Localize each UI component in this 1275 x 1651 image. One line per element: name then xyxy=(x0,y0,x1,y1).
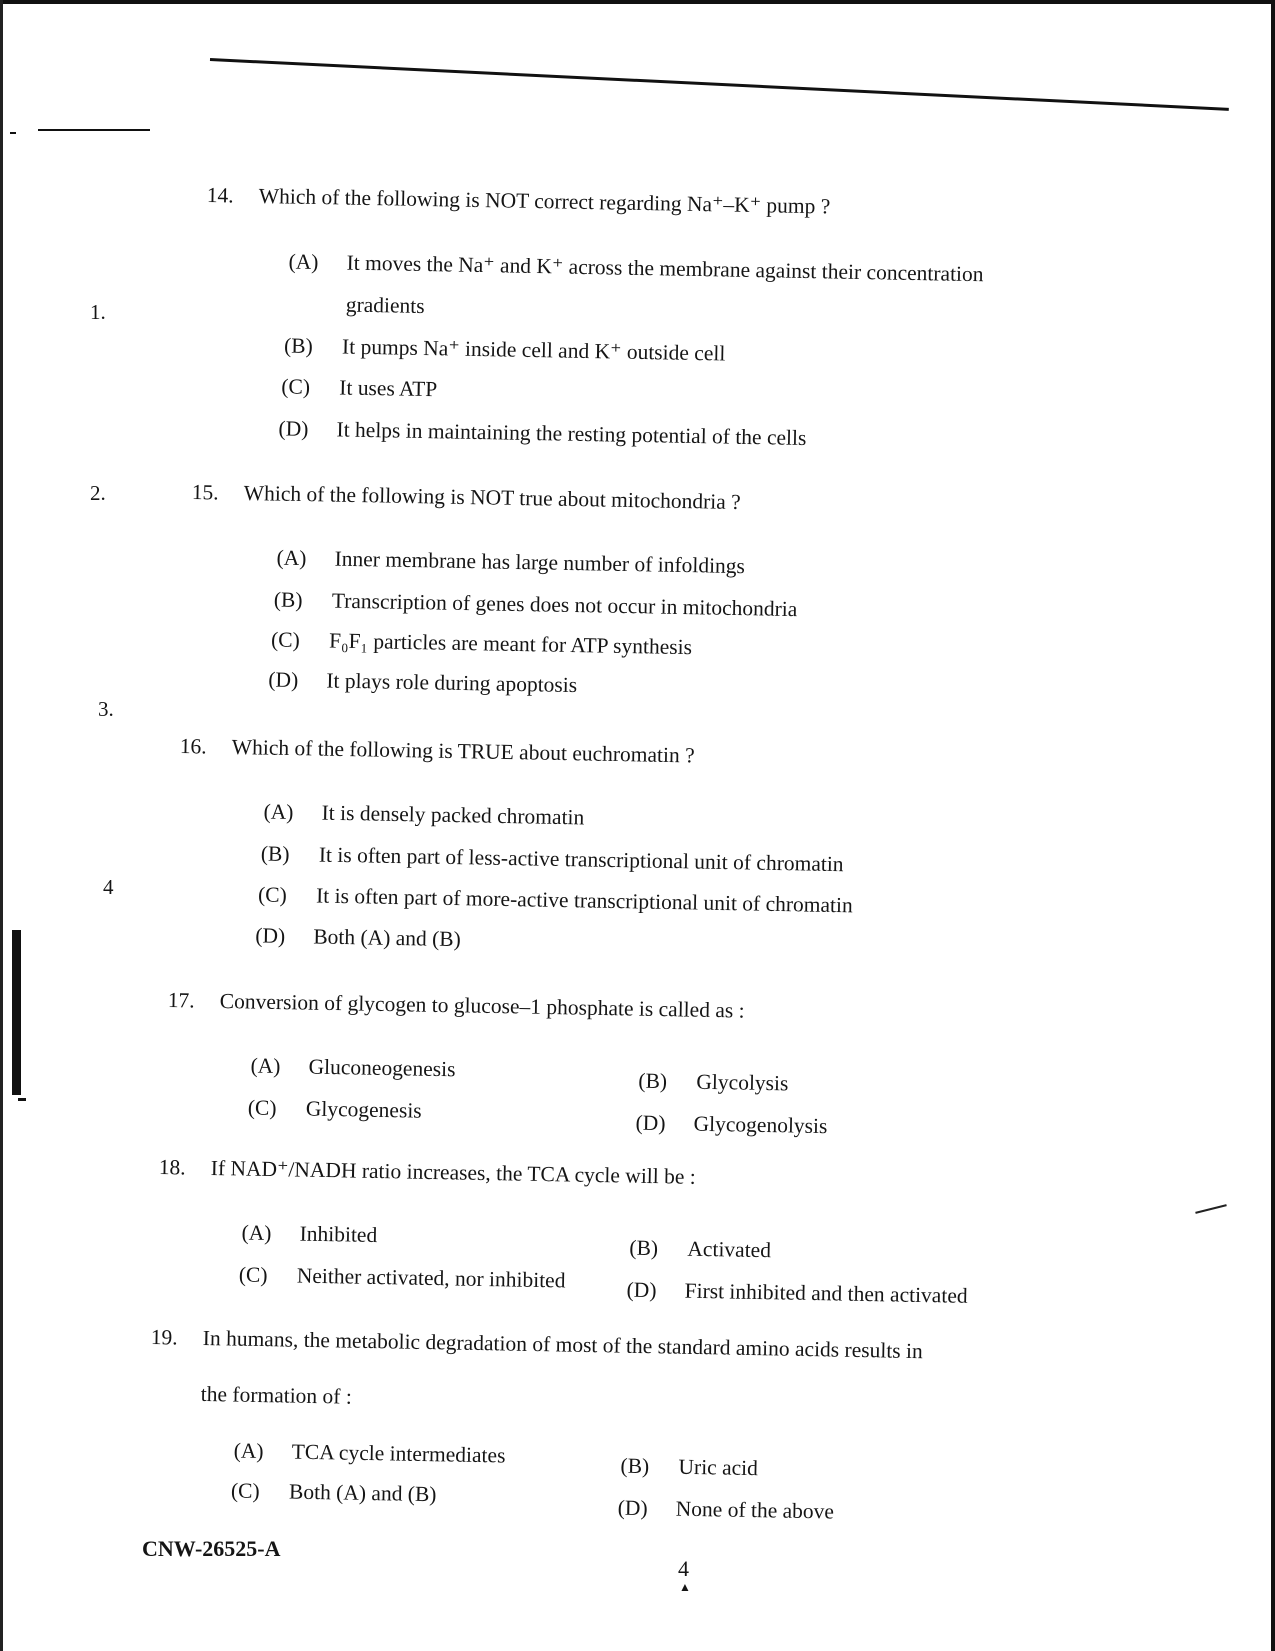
option-d xyxy=(635,1112,827,1137)
option-text: Uric acid xyxy=(678,1454,759,1480)
option-text: Both (A) and (B) xyxy=(288,1479,437,1506)
option-letter: (B) xyxy=(260,841,290,866)
option-text: Both (A) and (B) xyxy=(313,923,462,951)
paper-code: CNW-26525-A xyxy=(142,1536,281,1561)
option-text: It is densely packed chromatin xyxy=(321,800,585,829)
option-letter: (B) xyxy=(283,332,313,358)
option-text: Glycogenesis xyxy=(305,1096,422,1123)
option-letter: (C) xyxy=(230,1477,260,1503)
option-d xyxy=(626,1279,967,1307)
question-number: 15. xyxy=(191,480,219,505)
option-b xyxy=(629,1237,771,1261)
margin-rule xyxy=(38,129,150,131)
option-letter: (A) xyxy=(241,1220,272,1245)
option-a xyxy=(250,1055,455,1080)
option-d xyxy=(278,415,807,450)
option-c xyxy=(230,1477,437,1506)
option-text: Activated xyxy=(687,1236,772,1262)
option-letter: (B) xyxy=(620,1453,650,1478)
option-text: It uses ATP xyxy=(339,374,438,401)
option-text: F₀F₁ particles are meant for ATP synthesis xyxy=(328,628,693,659)
option-b xyxy=(620,1455,758,1479)
option-b xyxy=(261,843,844,875)
option-letter: (B) xyxy=(638,1068,668,1093)
question-text: Conversion of glycogen to glucose–1 phosphate is called as : xyxy=(219,988,745,1023)
option-text: It is often part of more-active transcriptional unit of chromatin xyxy=(315,883,853,917)
option-text: It is often part of less-active transcriptional unit of chromatin xyxy=(318,842,844,876)
margin-number: 2. xyxy=(90,481,106,505)
option-letter: (B) xyxy=(629,1235,659,1260)
option-text: Inner membrane has large number of infoldings xyxy=(334,546,746,578)
question-text: the formation of : xyxy=(200,1381,353,1409)
option-b xyxy=(638,1070,788,1094)
question-18 xyxy=(158,1155,968,1308)
option-text: It plays role during apoptosis xyxy=(326,667,578,697)
option-letter: (C) xyxy=(247,1094,277,1120)
question-15 xyxy=(191,480,798,697)
margin-number: 3. xyxy=(98,697,114,721)
option-c xyxy=(238,1261,566,1292)
option-text: Glycolysis xyxy=(696,1069,789,1095)
option-text: TCA cycle intermediates xyxy=(291,1439,506,1468)
option-letter: (A) xyxy=(250,1053,281,1078)
question-number: 19. xyxy=(150,1325,178,1350)
option-letter: (D) xyxy=(635,1110,666,1135)
option-letter: (C) xyxy=(238,1261,268,1287)
scan-edge-right xyxy=(1271,0,1275,1651)
option-a xyxy=(234,1440,506,1466)
option-d xyxy=(255,922,462,951)
question-text: In humans, the metabolic degradation of most of the standard amino acids results in xyxy=(202,1325,923,1364)
option-b xyxy=(274,589,798,620)
option-letter: (C) xyxy=(257,881,288,907)
option-a xyxy=(276,547,745,577)
stray-pen-mark xyxy=(1195,1204,1227,1214)
option-text: It pumps Na⁺ inside cell and K⁺ outside cell xyxy=(341,334,726,366)
question-16 xyxy=(179,734,853,951)
option-text: Gluconeogenesis xyxy=(308,1054,456,1081)
option-letter: (C) xyxy=(270,626,301,652)
question-number: 14. xyxy=(206,183,234,208)
option-letter: (A) xyxy=(276,545,307,570)
option-text: Inhibited xyxy=(299,1221,378,1247)
option-c xyxy=(247,1094,422,1123)
option-letter: (D) xyxy=(255,922,286,948)
option-text: It helps in maintaining the resting potential of the cells xyxy=(336,416,807,450)
option-c xyxy=(270,626,693,659)
option-letter: (A) xyxy=(233,1438,264,1463)
question-text: If NAD⁺/NADH ratio increases, the TCA cycle will be : xyxy=(210,1155,696,1189)
option-letter: (B) xyxy=(273,587,303,612)
option-text: First inhibited and then activated xyxy=(684,1278,968,1308)
option-a xyxy=(263,801,584,828)
question-text: Which of the following is NOT true about mitochondria ? xyxy=(243,480,741,515)
option-text: None of the above xyxy=(675,1496,835,1524)
option-letter: (D) xyxy=(617,1495,648,1520)
question-text: Which of the following is TRUE about euchromatin ? xyxy=(231,734,695,768)
scan-edge-left xyxy=(0,0,3,1651)
header-rule xyxy=(210,58,1229,111)
option-letter: (D) xyxy=(268,666,299,692)
option-letter: (D) xyxy=(626,1277,657,1302)
margin-tick xyxy=(10,132,16,134)
page-number: 4 xyxy=(678,1556,689,1581)
question-number: 16. xyxy=(179,734,207,759)
option-letter: (C) xyxy=(281,373,311,399)
option-d xyxy=(268,666,578,697)
margin-number: 4 xyxy=(103,875,114,899)
page-marker-icon: ▲ xyxy=(679,1580,691,1594)
option-text: It moves the Na⁺ and K⁺ across the membrane against their concentration xyxy=(346,250,984,286)
question-text-continued xyxy=(201,1383,352,1407)
margin-number: 1. xyxy=(90,300,106,324)
option-d xyxy=(618,1497,835,1522)
option-text: Glycogenolysis xyxy=(693,1111,828,1138)
option-a xyxy=(241,1222,377,1246)
binding-mark xyxy=(12,930,21,1095)
scan-edge-top xyxy=(0,0,1275,4)
question-number: 18. xyxy=(158,1155,186,1180)
option-a-continued xyxy=(346,294,425,317)
question-14 xyxy=(206,183,984,450)
option-text: Transcription of genes does not occur in mitochondria xyxy=(331,588,798,621)
option-b xyxy=(283,332,726,366)
option-text: Neither activated, nor inhibited xyxy=(296,1263,566,1292)
option-letter: (D) xyxy=(278,415,309,441)
option-c xyxy=(281,373,438,401)
option-c xyxy=(257,881,853,917)
question-text: Which of the following is NOT correct regarding Na⁺–K⁺ pump ? xyxy=(258,183,831,219)
question-19 xyxy=(150,1325,923,1524)
option-a xyxy=(288,251,983,285)
question-17 xyxy=(167,988,828,1138)
option-letter: (A) xyxy=(288,249,319,274)
option-letter: (A) xyxy=(263,799,294,824)
question-number: 17. xyxy=(167,988,195,1013)
option-text: gradients xyxy=(345,292,425,318)
